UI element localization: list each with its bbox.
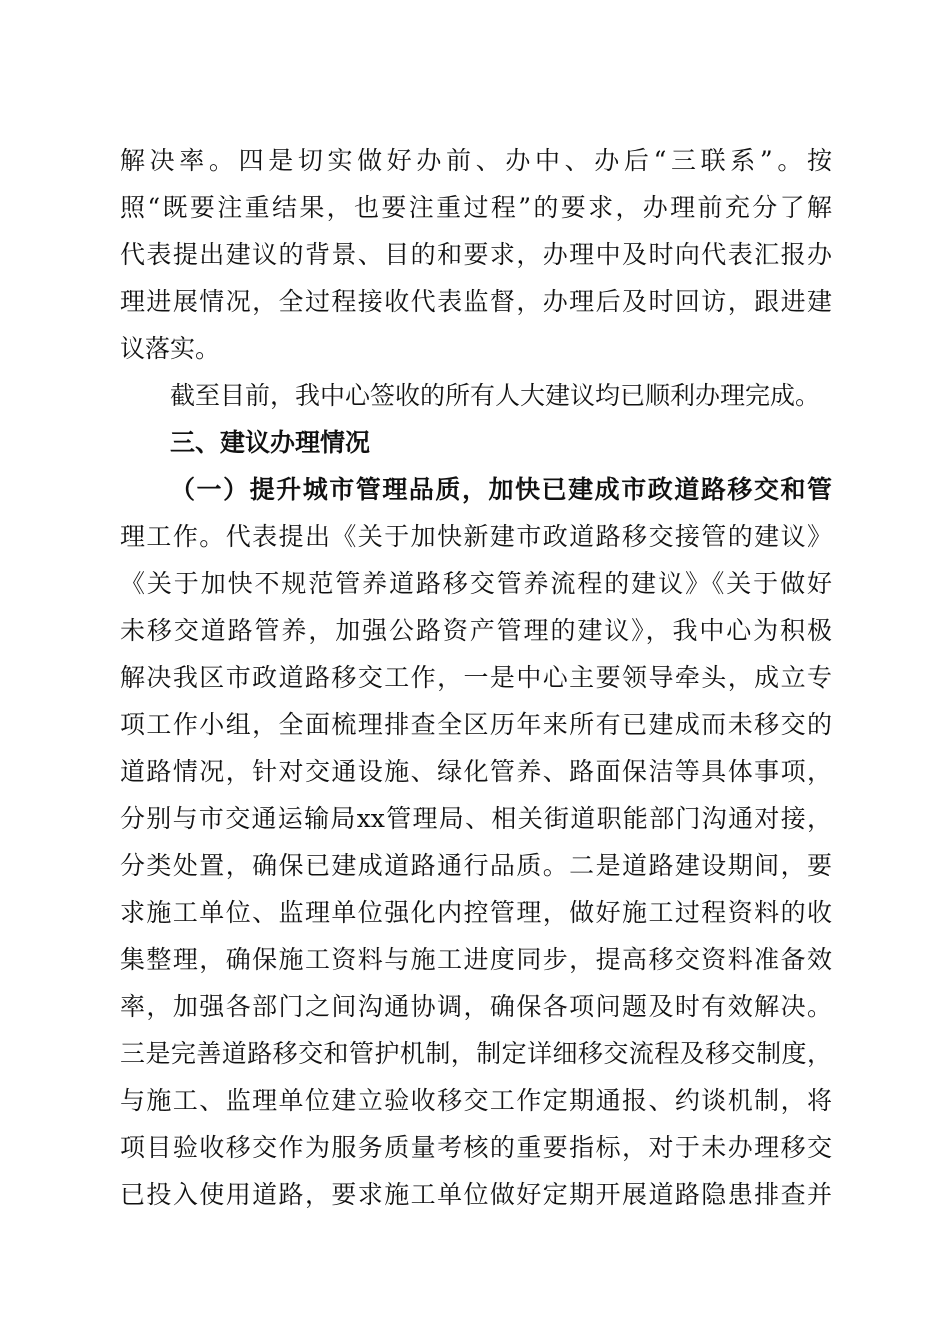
- body-text-line: 已投入使用道路，要求施工单位做好定期开展道路隐患排查并: [120, 1180, 832, 1209]
- section-heading: 三、建议办理情况: [170, 428, 371, 457]
- body-text-line: 集整理，确保施工资料与施工进度同步，提高移交资料准备效: [120, 945, 832, 974]
- body-text-line: 未移交道路管养，加强公路资产管理的建议》，我中心为积极: [120, 616, 832, 645]
- body-text-line: 解决率。四是切实做好办前、办中、办后“三联系”。按: [120, 146, 832, 175]
- body-text-line: 三是完善道路移交和管护机制，制定详细移交流程及移交制度，: [120, 1039, 832, 1068]
- body-text-line: 《关于加快不规范管养道路移交管养流程的建议》《关于做好: [120, 569, 832, 598]
- body-text-line: 议落实。: [120, 334, 221, 363]
- body-text-line: 代表提出建议的背景、目的和要求，办理中及时向代表汇报办: [120, 240, 832, 269]
- body-text-line: 项目验收移交作为服务质量考核的重要指标，对于未办理移交: [120, 1133, 832, 1162]
- body-text-line: 率，加强各部门之间沟通协调，确保各项问题及时有效解决。: [120, 992, 832, 1021]
- body-text-line: 求施工单位、监理单位强化内控管理，做好施工过程资料的收: [120, 898, 832, 927]
- body-text-line: 与施工、监理单位建立验收移交工作定期通报、约谈机制，将: [120, 1086, 832, 1115]
- body-text-line: 分别与市交通运输局xx管理局、相关街道职能部门沟通对接，: [120, 804, 832, 833]
- body-text-line: 解决我区市政道路移交工作，一是中心主要领导牵头，成立专: [120, 663, 832, 692]
- subsection-heading-line: （一）提升城市管理品质，加快已建成市政道路移交和管: [170, 475, 832, 504]
- body-text-line: 照“既要注重结果，也要注重过程”的要求，办理前充分了解: [120, 193, 832, 222]
- body-text-line: 理进展情况，全过程接收代表监督，办理后及时回访，跟进建: [120, 287, 832, 316]
- body-text-line: 项工作小组，全面梳理排查全区历年来所有已建成而未移交的: [120, 710, 832, 739]
- body-text-line: 截至目前，我中心签收的所有人大建议均已顺利办理完成。: [170, 381, 821, 410]
- body-text-line: 理工作。代表提出《关于加快新建市政道路移交接管的建议》: [120, 522, 832, 551]
- body-text-line: 道路情况，针对交通设施、绿化管养、路面保洁等具体事项，: [120, 757, 832, 786]
- body-text-line: 分类处置，确保已建成道路通行品质。二是道路建设期间，要: [120, 851, 832, 880]
